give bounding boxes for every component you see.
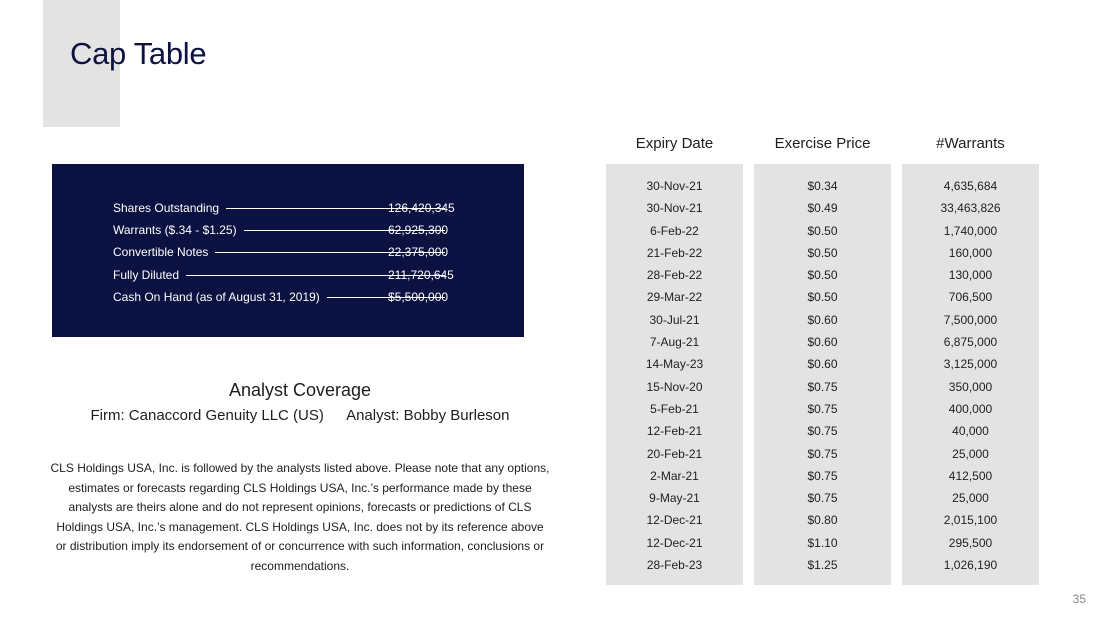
exercise-price-cell: $0.60 — [807, 335, 838, 350]
expiry-date-cell: 29-Mar-22 — [646, 290, 703, 305]
expiry-date-column — [606, 175, 743, 576]
warrants-count-cell: 295,500 — [948, 535, 993, 550]
expiry-date-cell: 9-May-21 — [649, 491, 700, 506]
analyst-details — [52, 407, 548, 424]
warrants-count-cell: 1,740,000 — [943, 223, 998, 238]
warrants-count-cell: 1,026,190 — [943, 558, 998, 573]
exercise-price-cell: $0.49 — [807, 201, 838, 216]
exercise-price-cell: $0.75 — [807, 401, 838, 416]
summary-value: 62,925,300 — [388, 223, 449, 237]
summary-label: Cash On Hand (as of August 31, 2019) — [113, 290, 320, 304]
summary-value: $5,500,000 — [388, 290, 449, 304]
warrants-count-cell: 33,463,826 — [940, 201, 1001, 216]
exercise-price-cell: $0.34 — [807, 179, 838, 193]
expiry-date-cell: 30-Nov-21 — [646, 179, 703, 193]
expiry-date-cell: 30-Jul-21 — [649, 312, 700, 327]
exercise-price-cell: $0.75 — [807, 468, 838, 483]
exercise-price-cell: $0.75 — [807, 491, 838, 506]
expiry-date-cell: 6-Feb-22 — [650, 223, 699, 238]
warrants-column — [902, 175, 1039, 576]
summary-row-convertible-notes — [113, 242, 453, 262]
exercise-price-cell: $1.10 — [807, 535, 838, 550]
exercise-price-cell: $0.75 — [807, 424, 838, 439]
expiry-date-cell: 12-Dec-21 — [646, 513, 703, 528]
summary-row-warrants — [113, 220, 453, 240]
page-number: 35 — [1072, 592, 1086, 606]
warrants-count-cell: 25,000 — [952, 491, 989, 506]
warrants-count-cell: 6,875,000 — [943, 335, 998, 350]
warrants-count-cell: 706,500 — [948, 290, 993, 305]
summary-value: 211,720,645 — [388, 268, 454, 282]
exercise-price-cell: $0.50 — [807, 245, 838, 260]
exercise-price-cell: $0.60 — [807, 357, 838, 372]
expiry-date-cell: 28-Feb-22 — [646, 268, 703, 283]
expiry-date-cell: 14-May-23 — [645, 357, 704, 372]
column-header-exercise-price: Exercise Price — [774, 135, 871, 152]
exercise-price-cell: $0.50 — [807, 223, 838, 238]
warrants-count-cell: 3,125,000 — [943, 357, 998, 372]
expiry-date-cell: 12-Dec-21 — [646, 535, 703, 550]
expiry-date-cell: 20-Feb-21 — [646, 446, 703, 461]
expiry-date-cell: 28-Feb-23 — [646, 558, 703, 573]
page-title: Cap Table — [70, 36, 207, 71]
summary-row-fully-diluted — [113, 265, 453, 285]
expiry-date-cell: 15-Nov-20 — [646, 379, 703, 394]
exercise-price-cell: $1.25 — [807, 558, 838, 573]
warrants-count-cell: 7,500,000 — [943, 312, 998, 327]
expiry-date-cell: 2-Mar-21 — [650, 468, 699, 483]
expiry-date-cell: 12-Feb-21 — [646, 424, 703, 439]
expiry-date-cell: 5-Feb-21 — [650, 401, 699, 416]
warrants-count-cell: 25,000 — [952, 446, 989, 461]
analyst-firm: Firm: Canaccord Genuity LLC (US) — [90, 407, 324, 424]
warrants-count-cell: 160,000 — [948, 245, 993, 260]
warrants-count-cell: 40,000 — [952, 424, 989, 439]
expiry-date-cell: 30-Nov-21 — [646, 201, 703, 216]
warrants-count-cell: 130,000 — [948, 268, 993, 283]
exercise-price-cell: $0.50 — [807, 290, 838, 305]
expiry-date-cell: 7-Aug-21 — [649, 335, 700, 350]
warrants-count-cell: 2,015,100 — [943, 513, 998, 528]
summary-value: 22,375,000 — [388, 245, 449, 259]
summary-label: Shares Outstanding — [113, 201, 220, 215]
summary-label: Fully Diluted — [113, 268, 180, 282]
exercise-price-column — [754, 175, 891, 576]
exercise-price-cell: $0.75 — [807, 379, 838, 394]
warrants-count-cell: 400,000 — [948, 401, 993, 416]
summary-label: Warrants ($.34 - $1.25) — [113, 223, 237, 237]
summary-label: Convertible Notes — [113, 245, 209, 259]
exercise-price-cell: $0.80 — [807, 513, 838, 528]
exercise-price-cell: $0.60 — [807, 312, 838, 327]
warrants-count-cell: 412,500 — [948, 468, 993, 483]
summary-value: 126,420,345 — [388, 201, 455, 215]
column-header-expiry-date: Expiry Date — [635, 135, 714, 152]
analyst-name: Analyst: Bobby Burleson — [346, 407, 510, 424]
exercise-price-cell: $0.50 — [807, 268, 838, 283]
expiry-date-cell: 21-Feb-22 — [646, 245, 703, 260]
warrants-count-cell: 4,635,684 — [943, 179, 998, 193]
column-header-warrants: #Warrants — [936, 135, 1005, 152]
analyst-coverage-heading: Analyst Coverage — [228, 380, 372, 400]
warrants-count-cell: 350,000 — [948, 379, 993, 394]
summary-row-cash-on-hand — [113, 287, 453, 307]
summary-row-shares-outstanding — [113, 198, 453, 218]
analyst-disclaimer: CLS Holdings USA, Inc. is followed by the analysts listed above. Please note that any options, estimates or forecasts regarding CLS Holdings USA, Inc.’s performance made by these analysts are theirs alone and do not represent opinions, forecasts or predictions of CLS Holdings USA, Inc.’s management. CLS Holdings USA, Inc. does not by its reference above or distribution imply its endorsement of or concurrence with such information, conclusions or recommendations. — [50, 461, 550, 573]
cap-summary-box — [52, 164, 524, 337]
exercise-price-cell: $0.75 — [807, 446, 838, 461]
